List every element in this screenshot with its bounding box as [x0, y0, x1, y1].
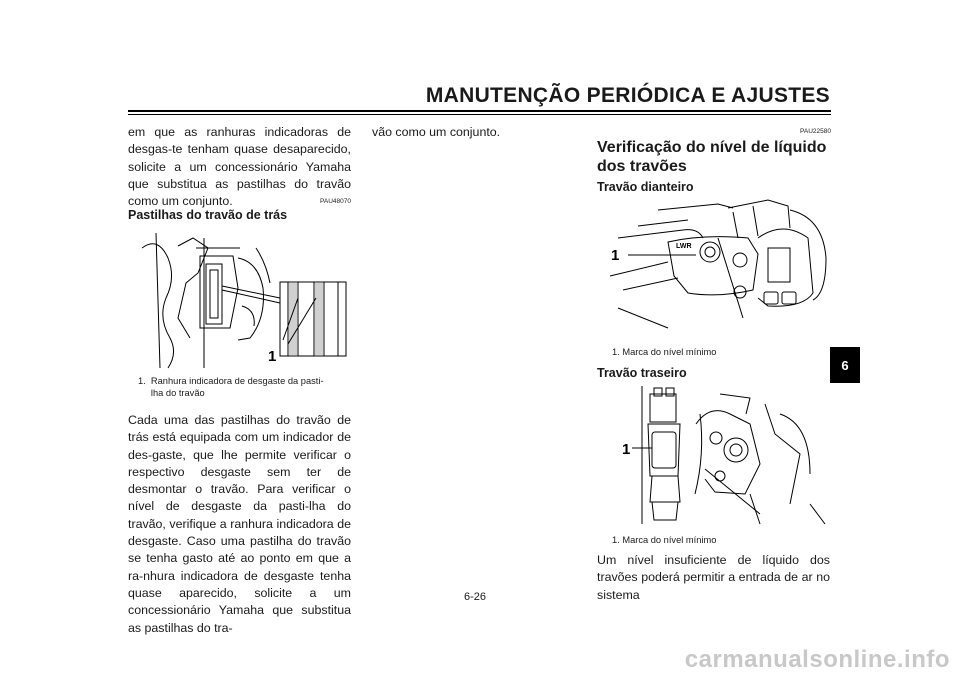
lower-mark-icon: LWR [676, 243, 692, 250]
brake-fluid-heading-line2: dos travões [597, 158, 687, 175]
rear-brake-pad-illustration [138, 228, 350, 370]
brake-fluid-heading-line1: Verificação do nível de líquido [597, 139, 827, 156]
rear-brake-figure [610, 384, 830, 526]
front-brake-callout-1: 1 [611, 247, 620, 264]
chapter-side-tab: 6 [830, 347, 860, 383]
front-brake-subheading: Travão dianteiro [597, 180, 694, 194]
rear-brake-reservoir-illustration [610, 384, 830, 526]
right-section-code: PAU22580 [800, 128, 831, 135]
rear-brake-subheading: Travão traseiro [597, 366, 687, 380]
front-brake-figure [608, 198, 830, 336]
left-intro-paragraph: em que as ranhuras indicadoras de desgas-te tenham quase desaparecido, solicite a um concessionário Yamaha que substitua as pastilhas do travão como um conjunto. [128, 125, 351, 209]
front-brake-reservoir-illustration [608, 198, 830, 336]
rear-brake-pads-heading: Pastilhas do travão de trás [128, 208, 288, 222]
rear-brake-pad-figure [138, 228, 350, 370]
header-rule-thick [128, 110, 831, 112]
middle-continuation-text: vão como um conjunto. [372, 125, 501, 139]
page-number: 6-26 [464, 591, 487, 603]
front-brake-caption: 1. Marca do nível mínimo [612, 347, 717, 357]
header-rule-thin [128, 114, 831, 115]
left-body-paragraph: Cada uma das pastilhas do travão de trás está equipada com um indicador de des-gaste, que lhe permite verificar o respectivo desgaste sem ter de desmontar o travão. Para verificar o nível de desgaste da pasti-lha do travão, verifique a ranhura indicadora de desgaste. Caso uma pastilha do travão se tenha gasto até ao ponto em que a ra-nhura indicadora de desgaste tenha quase aparecido, solicite a um concessionário Yamaha que substitua as pastilhas do tra- [128, 413, 351, 635]
rear-reservoir-callout-1: 1 [622, 441, 631, 458]
rear-brake-callout-1: 1 [268, 348, 277, 365]
rear-brake-pad-caption: 1. Ranhura indicadora de desgaste da pasti- lha do travão [138, 376, 324, 398]
brake-fluid-heading [597, 138, 837, 176]
watermark: carmanualsonline.info [684, 646, 950, 673]
rear-reservoir-caption: 1. Marca do nível mínimo [612, 535, 717, 545]
right-body-paragraph: Um nível insuficiente de líquido dos travões poderá permitir a entrada de ar no sistema [597, 553, 830, 602]
left-section-code: PAU48070 [320, 198, 351, 205]
page-header-title: MANUTENÇÃO PERIÓDICA E AJUSTES [425, 84, 830, 107]
